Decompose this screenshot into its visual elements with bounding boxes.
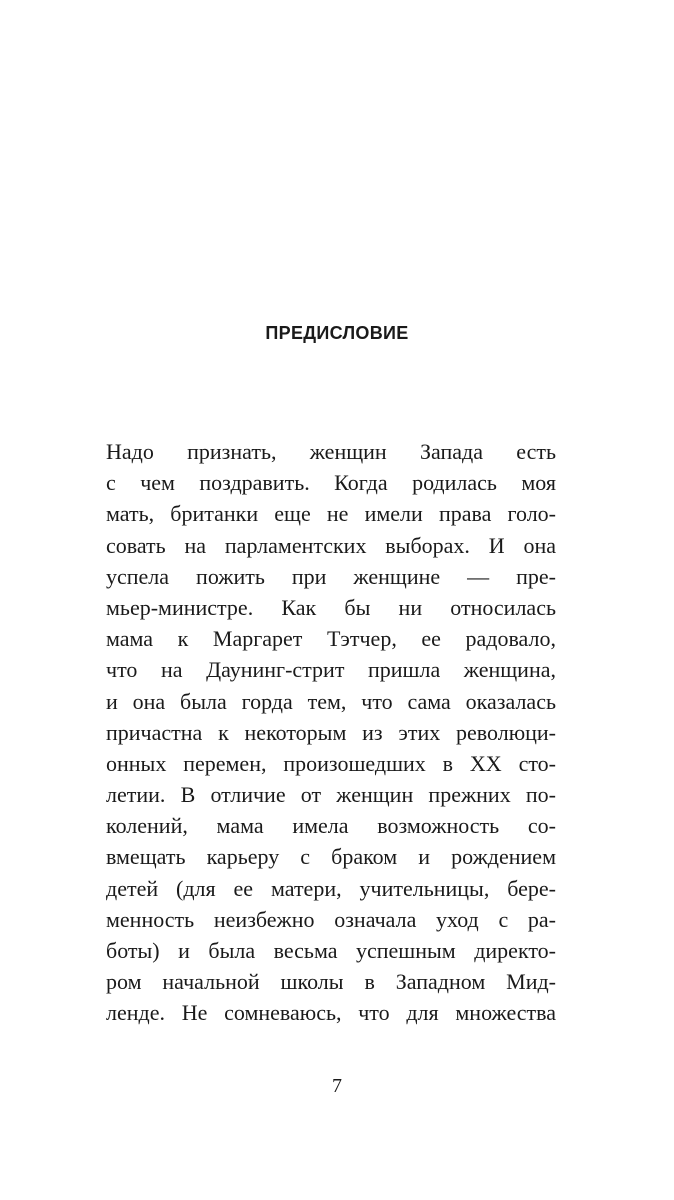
text-line: с чем поздравить. Когда родилась моя: [106, 470, 556, 496]
text-line: мама к Маргарет Тэтчер, ее радовало,: [106, 626, 556, 652]
chapter-heading: ПРЕДИСЛОВИЕ: [265, 323, 409, 343]
text-line: ром начальной школы в Западном Мид-: [106, 969, 556, 995]
text-line: совать на парламентских выборах. И она: [106, 532, 556, 558]
text-line: летии. В отличие от женщин прежних по-: [106, 782, 556, 808]
text-line: причастна к некоторым из этих революци-: [106, 719, 556, 745]
body-paragraph: [106, 436, 556, 1029]
text-line: колений, мама имела возможность со-: [106, 813, 556, 839]
text-line: успела пожить при женщине — пре-: [106, 563, 556, 589]
text-line: и она была горда тем, что сама оказалась: [106, 688, 556, 714]
text-line: детей (для ее матери, учительницы, бере-: [106, 875, 556, 901]
text-line: вмещать карьеру с браком и рождением: [106, 844, 556, 870]
page-number: 7: [332, 1075, 342, 1097]
text-line: боты) и была весьма успешным директо-: [106, 938, 556, 963]
text-line: ленде. Не сомневаюсь, что для множества: [106, 1000, 556, 1026]
text-line: онных перемен, произошедших в XX сто-: [106, 750, 556, 776]
text-line: что на Даунинг-стрит пришла женщина,: [106, 657, 556, 683]
text-line: менность неизбежно означала уход с ра-: [106, 906, 556, 932]
text-line: мать, британки еще не имели права голо-: [106, 501, 556, 527]
text-line: мьер-министре. Как бы ни относилась: [106, 594, 556, 620]
text-line: Надо признать, женщин Запада есть: [106, 439, 556, 464]
